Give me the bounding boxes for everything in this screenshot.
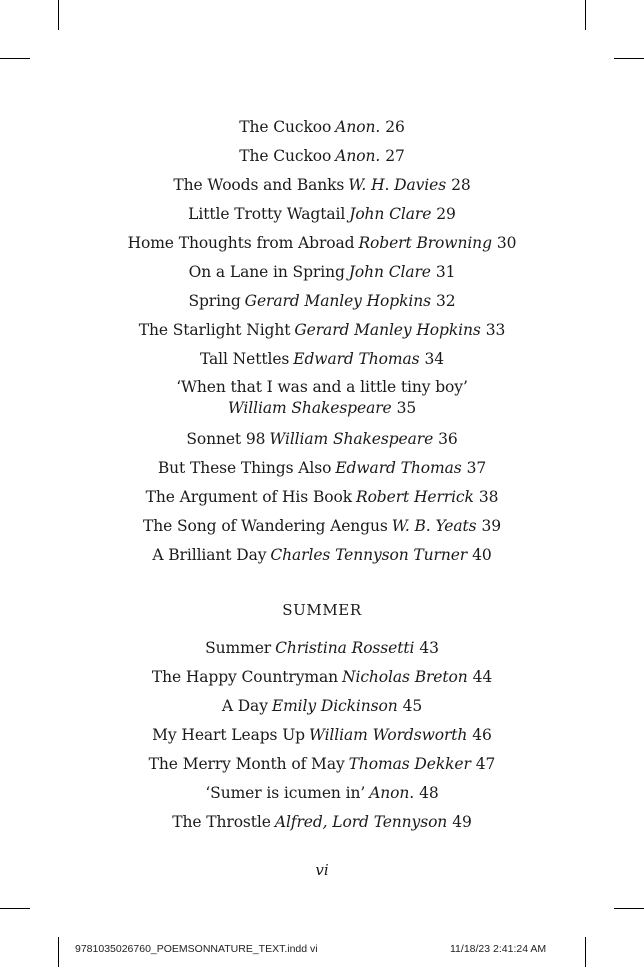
poem-title: The Woods and Banks [173,176,345,194]
toc-entry [0,174,644,203]
poem-title: The Merry Month of May [148,755,345,773]
toc-entry [0,261,644,290]
poem-author: Edward Thomas [335,459,462,477]
page-number: 31 [435,263,456,281]
crop-mark-bottom-left [58,937,59,967]
poem-title: The Song of Wandering Aengus [143,517,388,535]
poem-title: ‘When that I was and a little tiny boy’ [176,378,468,396]
crop-mark-right-top [614,58,644,59]
poem-author: John Clare [349,205,432,223]
crop-mark-top-right [585,0,586,30]
page-number: 36 [438,430,458,448]
poem-author: Robert Herrick [356,488,474,506]
poem-author: Nicholas Breton [342,668,468,686]
poem-title: Tall Nettles [199,350,290,368]
toc-entry [0,515,644,544]
poem-author: Edward Thomas [293,350,420,368]
toc-entry [0,203,644,232]
page-number: 37 [466,459,487,477]
poem-author: Gerard Manley Hopkins [244,292,432,310]
page-number: 47 [475,755,496,773]
poem-author: Emily Dickinson [271,697,398,715]
poem-title: Sonnet 98 [186,430,266,448]
toc-entry [0,695,644,724]
toc-entry [0,377,644,428]
page-number: 46 [472,726,492,744]
poem-author: William Wordsworth [309,726,468,744]
toc-entry [0,666,644,695]
crop-mark-left-bottom [0,908,30,909]
poem-author: Anon. [335,147,381,165]
page-number: 35 [396,399,417,417]
page-number: 44 [472,668,493,686]
poem-title: A Brilliant Day [152,546,267,564]
poem-author: W. B. Yeats [391,517,477,535]
toc-entry [0,544,644,573]
toc-entry [0,782,644,811]
poem-title: The Cuckoo [239,118,332,136]
toc-entry [0,348,644,377]
crop-mark-top-left [58,0,59,30]
poem-title: My Heart Leaps Up [152,726,306,744]
page-number: 34 [424,350,445,368]
poem-author: Alfred, Lord Tennyson [274,813,448,831]
poem-title: But These Things Also [157,459,332,477]
toc-entry [0,811,644,840]
crop-mark-right-bottom [614,908,644,909]
toc-entry [0,290,644,319]
poem-title: Little Trotty Wagtail [188,205,346,223]
poem-title: On a Lane in Spring [188,263,345,281]
toc-entry [0,116,644,145]
page-number: 48 [419,784,439,802]
poem-title: Home Thoughts from Abroad [127,234,355,252]
page-number: 39 [481,517,501,535]
poem-author: John Clare [348,263,431,281]
page-number: 30 [496,234,517,252]
page-number: 29 [436,205,456,223]
crop-mark-bottom-right [585,937,586,967]
toc-entry [0,428,644,457]
poem-title: The Argument of His Book [145,488,352,506]
poem-author: Charles Tennyson Turner [270,546,468,564]
poem-author: Gerard Manley Hopkins [294,321,481,339]
page-number: 38 [478,488,499,506]
page-number: 43 [419,639,439,657]
slug-filename: 9781035026760_POEMSONNATURE_TEXT.indd vi [75,943,318,955]
page-number: 33 [485,321,506,339]
page-number: 28 [451,176,471,194]
toc-entry [0,724,644,753]
toc-entry [0,145,644,174]
poem-author: Anon. [369,784,415,802]
poem-title: The Throstle [172,813,271,831]
page-number: 40 [472,546,492,564]
poem-title: The Starlight Night [138,321,291,339]
page-number: 32 [436,292,456,310]
toc-entry [0,637,644,666]
poem-author: Thomas Dekker [348,755,471,773]
table-of-contents [0,116,644,840]
page-number: 27 [385,147,405,165]
poem-author: W. H. Davies [348,176,447,194]
poem-title: Summer [205,639,272,657]
poem-author: William Shakespeare [227,399,392,417]
poem-title: The Happy Countryman [151,668,339,686]
poem-author: Anon. [335,118,381,136]
page-folio: vi [315,861,329,879]
toc-entry [0,486,644,515]
poem-author: Robert Browning [358,234,492,252]
poem-title: Spring [188,292,241,310]
toc-entry [0,753,644,782]
toc-entry [0,319,644,348]
poem-title: A Day [221,697,268,715]
page-number: 26 [385,118,405,136]
poem-title: ‘Sumer is icumen in’ [205,784,366,802]
section-heading-summer: SUMMER [282,601,362,619]
page-number: 49 [452,813,472,831]
slug-timestamp: 11/18/23 2:41:24 AM [450,943,547,955]
poem-author: Christina Rossetti [275,639,415,657]
crop-mark-left-top [0,58,30,59]
poem-title: The Cuckoo [239,147,332,165]
poem-author: William Shakespeare [269,430,434,448]
toc-entry [0,457,644,486]
page-number: 45 [402,697,423,715]
toc-entry [0,232,644,261]
